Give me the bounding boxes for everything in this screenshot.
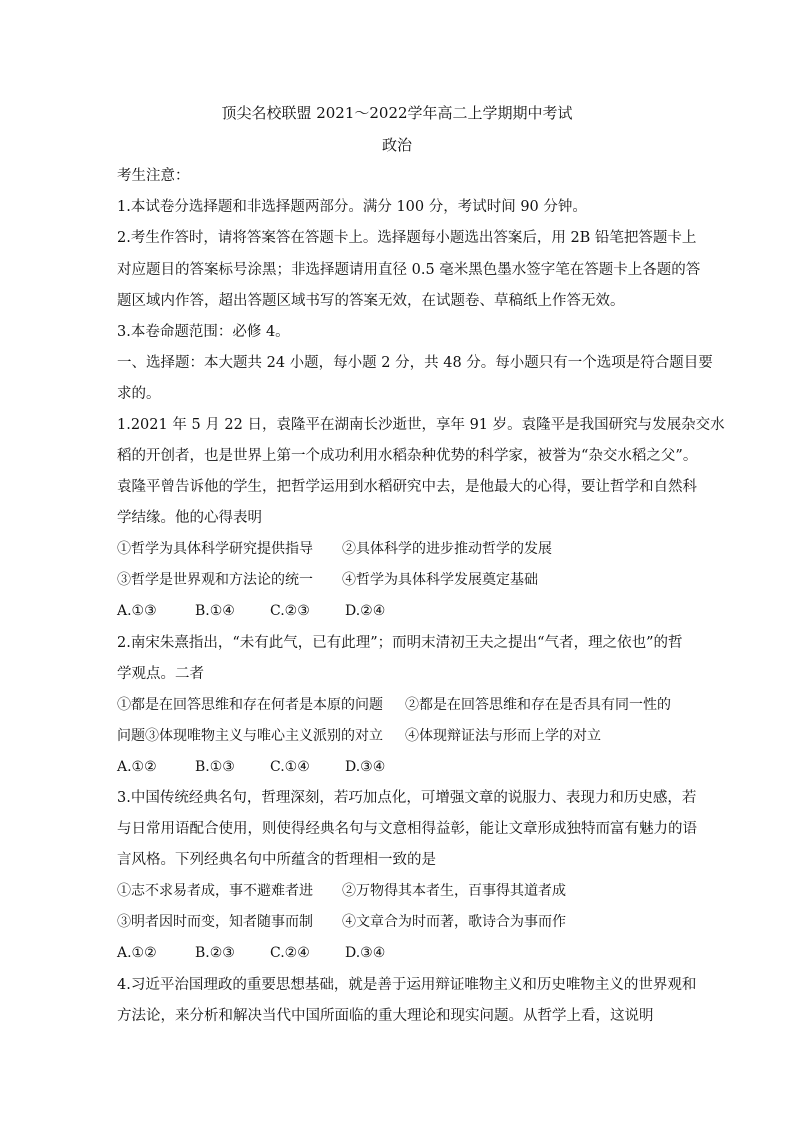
q1-statement-2: ②具体科学的进步推动哲学的发展: [342, 541, 552, 557]
notice-line: 题区域内作答，超出答题区域书写的答案无效，在试题卷、草稿纸上作答无效。: [117, 293, 625, 309]
q2-statement-4: ④体现辩证法与形而上学的对立: [405, 728, 601, 744]
q2-choice-c: C.①④: [270, 759, 310, 775]
notice-line: 1.本试卷分选择题和非选择题两部分。满分 100 分，考试时间 90 分钟。: [117, 199, 587, 215]
q1-statement-4: ④哲学为具体科学发展奠定基础: [342, 572, 538, 588]
notice-heading: 考生注意：: [117, 168, 190, 184]
q3-stem-line: 言风格。下列经典名句中所蕴含的哲理相一致的是: [117, 852, 436, 868]
notice-line: 3.本卷命题范围：必修 4。: [117, 324, 290, 340]
section-heading: 一、选择题：本大题共 24 小题，每小题 2 分，共 48 分。每小题只有一个选项是符合题目要: [117, 355, 713, 371]
q3-choice-a: A.①②: [117, 945, 157, 961]
section-heading: 求的。: [117, 386, 161, 402]
q1-choice-b: B.①④: [195, 603, 235, 619]
q3-stem-line: 3.中国传统经典名句，哲理深刻，若巧加点化，可增强文章的说服力、表现力和历史感，若: [117, 790, 697, 806]
q1-choice-c: C.②③: [270, 603, 310, 619]
q2-choice-a: A.①②: [117, 759, 157, 775]
q2-statement-1: ①都是在回答思维和存在何者是本原的问题: [117, 697, 383, 713]
q1-statement-3: ③哲学是世界观和方法论的统一: [117, 572, 313, 588]
q2-choice-b: B.①③: [195, 759, 235, 775]
q1-choice-a: A.①③: [117, 603, 157, 619]
exam-title: 顶尖名校联盟 2021～2022学年高二上学期期中考试: [221, 104, 573, 122]
q3-statement-3: ③明者因时而变，知者随事而制: [117, 914, 313, 930]
q4-stem-line: 方法论，来分析和解决当代中国所面临的重大理论和现实问题。从哲学上看，这说明: [117, 1008, 654, 1024]
q1-stem-line: 稻的开创者，也是世界上第一个成功利用水稻杂种优势的科学家，被誉为“杂交水稻之父”。: [117, 448, 698, 464]
q2-stem-line: 学观点。二者: [117, 666, 204, 682]
q4-stem-line: 4.习近平治国理政的重要思想基础，就是善于运用辩证唯物主义和历史唯物主义的世界观和: [117, 977, 697, 993]
q3-choice-d: D.③④: [345, 945, 386, 961]
q3-statement-1: ①志不求易者成，事不避难者进: [117, 883, 313, 899]
q1-statement-1: ①哲学为具体科学研究提供指导: [117, 541, 313, 557]
q3-choice-b: B.②③: [195, 945, 235, 961]
q1-stem-line: 袁隆平曾告诉他的学生，把哲学运用到水稻研究中去，是他最大的心得，要让哲学和自然科: [117, 479, 697, 495]
exam-subject: 政治: [381, 136, 412, 154]
q2-choice-d: D.③④: [345, 759, 386, 775]
q2-statement-3: 问题③体现唯物主义与唯心主义派别的对立: [117, 728, 383, 744]
q3-choice-c: C.②④: [270, 945, 310, 961]
q1-stem-line: 学结缘。他的心得表明: [117, 510, 262, 526]
q1-choice-d: D.②④: [345, 603, 386, 619]
notice-line: 2.考生作答时，请将答案答在答题卡上。选择题每小题选出答案后，用 2B 铅笔把答题卡上: [117, 230, 697, 246]
q3-statement-2: ②万物得其本者生，百事得其道者成: [342, 883, 566, 899]
q2-statement-2: ②都是在回答思维和存在是否具有同一性的: [405, 697, 671, 713]
q3-statement-4: ④文章合为时而著，歌诗合为事而作: [342, 914, 566, 930]
q2-stem-line: 2.南宋朱熹指出，“未有此气，已有此理”；而明末清初王夫之提出“气者，理之依也”的哲: [117, 635, 683, 651]
q3-stem-line: 与日常用语配合使用，则使得经典名句与文意相得益彰，能让文章形成独特而富有魅力的语: [117, 821, 697, 837]
notice-line: 对应题目的答案标号涂黑；非选择题请用直径 0.5 毫米黑色墨水签字笔在答题卡上各题的答: [117, 262, 701, 278]
q1-stem-line: 1.2021 年 5 月 22 日，袁隆平在湖南长沙逝世，享年 91 岁。袁隆平是我国研究与发展杂交水: [117, 417, 725, 433]
